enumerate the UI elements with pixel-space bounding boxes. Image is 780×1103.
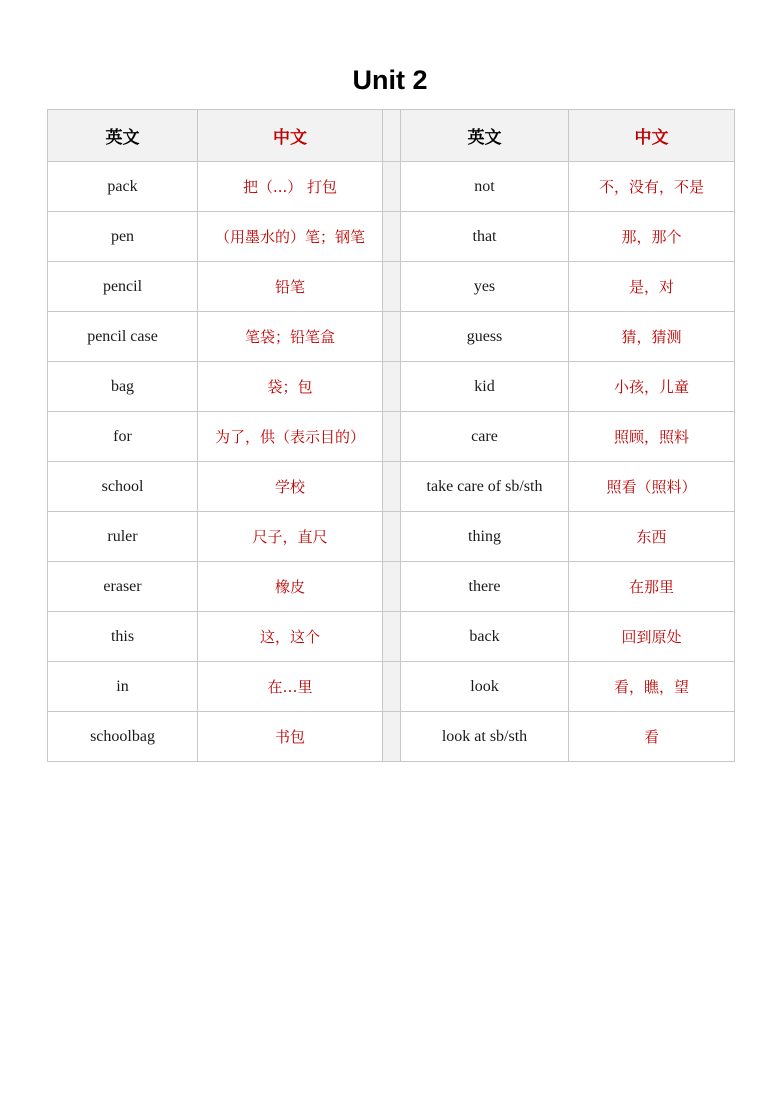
- vocabulary-body: [48, 162, 735, 762]
- left-chinese-meaning: 尺子，直尺: [198, 512, 383, 562]
- left-english-word: in: [48, 662, 198, 712]
- right-english-word: guess: [401, 312, 569, 362]
- right-chinese-header: 中文: [569, 110, 735, 162]
- column-gap: [383, 110, 401, 162]
- table-row: [48, 662, 735, 712]
- left-chinese-meaning: 橡皮: [198, 562, 383, 612]
- right-english-word: care: [401, 412, 569, 462]
- left-english-word: bag: [48, 362, 198, 412]
- right-english-word: that: [401, 212, 569, 262]
- right-english-word: take care of sb/sth: [401, 462, 569, 512]
- table-row: [48, 712, 735, 762]
- header-row: [48, 110, 735, 162]
- table-row: [48, 162, 735, 212]
- table-row: [48, 312, 735, 362]
- table-row: [48, 512, 735, 562]
- right-chinese-meaning: 小孩，儿童: [569, 362, 735, 412]
- column-gap: [383, 312, 401, 362]
- table-row: [48, 462, 735, 512]
- table-row: [48, 612, 735, 662]
- right-english-word: back: [401, 612, 569, 662]
- left-english-word: schoolbag: [48, 712, 198, 762]
- column-gap: [383, 362, 401, 412]
- left-english-word: pen: [48, 212, 198, 262]
- right-chinese-meaning: 看，瞧，望: [569, 662, 735, 712]
- right-english-word: thing: [401, 512, 569, 562]
- left-chinese-meaning: （用墨水的）笔；钢笔: [198, 212, 383, 262]
- left-chinese-meaning: 学校: [198, 462, 383, 512]
- right-chinese-meaning: 那，那个: [569, 212, 735, 262]
- right-chinese-meaning: 照看（照料）: [569, 462, 735, 512]
- left-chinese-meaning: 为了，供（表示目的）: [198, 412, 383, 462]
- column-gap: [383, 212, 401, 262]
- left-english-word: school: [48, 462, 198, 512]
- column-gap: [383, 612, 401, 662]
- page-title: Unit 2: [352, 65, 428, 95]
- left-chinese-meaning: 这，这个: [198, 612, 383, 662]
- column-gap: [383, 712, 401, 762]
- right-english-word: not: [401, 162, 569, 212]
- left-english-header: 英文: [48, 110, 198, 162]
- column-gap: [383, 562, 401, 612]
- left-chinese-meaning: 在…里: [198, 662, 383, 712]
- table-row: [48, 262, 735, 312]
- vocabulary-table: [47, 109, 735, 762]
- right-english-word: look at sb/sth: [401, 712, 569, 762]
- left-chinese-meaning: 书包: [198, 712, 383, 762]
- column-gap: [383, 412, 401, 462]
- right-english-header: 英文: [401, 110, 569, 162]
- right-chinese-meaning: 看: [569, 712, 735, 762]
- left-chinese-meaning: 把（...） 打包: [198, 162, 383, 212]
- left-english-word: for: [48, 412, 198, 462]
- column-gap: [383, 662, 401, 712]
- column-gap: [383, 462, 401, 512]
- table-row: [48, 212, 735, 262]
- right-chinese-meaning: 在那里: [569, 562, 735, 612]
- left-chinese-meaning: 笔袋；铅笔盒: [198, 312, 383, 362]
- table-row: [48, 562, 735, 612]
- right-english-word: kid: [401, 362, 569, 412]
- right-chinese-meaning: 猜，猜测: [569, 312, 735, 362]
- left-english-word: eraser: [48, 562, 198, 612]
- left-chinese-header: 中文: [198, 110, 383, 162]
- left-english-word: pack: [48, 162, 198, 212]
- left-chinese-meaning: 袋；包: [198, 362, 383, 412]
- table-row: [48, 412, 735, 462]
- right-chinese-meaning: 是，对: [569, 262, 735, 312]
- right-chinese-meaning: 回到原处: [569, 612, 735, 662]
- right-english-word: look: [401, 662, 569, 712]
- left-english-word: pencil: [48, 262, 198, 312]
- left-english-word: ruler: [48, 512, 198, 562]
- right-english-word: there: [401, 562, 569, 612]
- table-row: [48, 362, 735, 412]
- right-chinese-meaning: 东西: [569, 512, 735, 562]
- right-chinese-meaning: 不，没有，不是: [569, 162, 735, 212]
- left-english-word: pencil case: [48, 312, 198, 362]
- left-chinese-meaning: 铅笔: [198, 262, 383, 312]
- column-gap: [383, 162, 401, 212]
- right-chinese-meaning: 照顾，照料: [569, 412, 735, 462]
- right-english-word: yes: [401, 262, 569, 312]
- left-english-word: this: [48, 612, 198, 662]
- column-gap: [383, 262, 401, 312]
- column-gap: [383, 512, 401, 562]
